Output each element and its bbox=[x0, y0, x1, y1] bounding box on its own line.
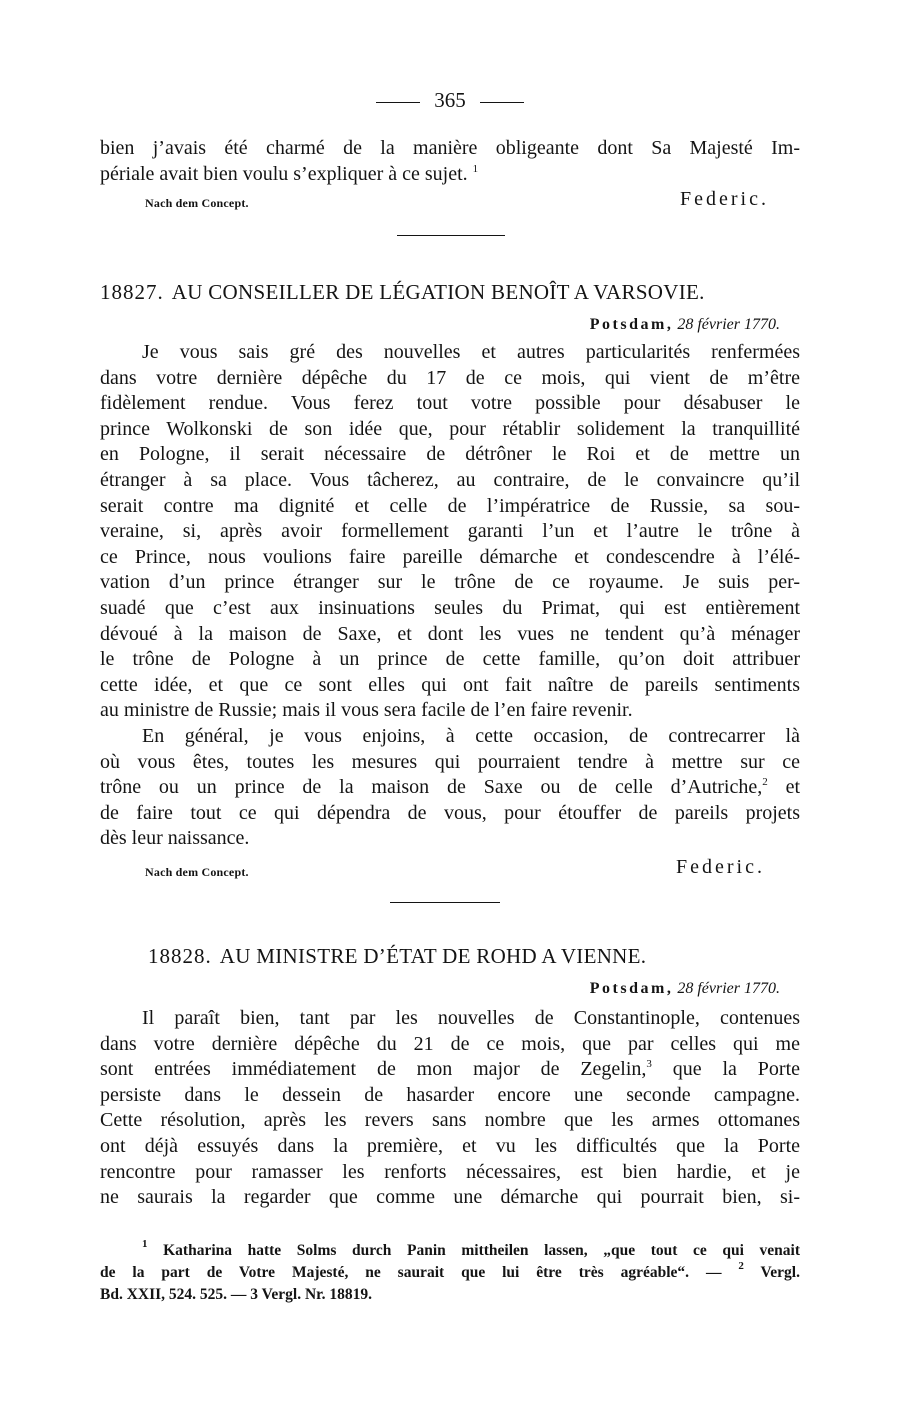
source-note: Nach dem Concept. bbox=[145, 196, 249, 210]
letter-heading bbox=[148, 944, 646, 969]
signature: Federic. bbox=[676, 856, 765, 878]
text-line: de faire tout ce qui dépendra de vous, pour étouffer de pareils projets bbox=[100, 801, 800, 824]
page-number bbox=[0, 88, 900, 113]
intro-paragraph bbox=[100, 136, 800, 187]
footnotes bbox=[100, 1240, 800, 1306]
page-number-dash-right bbox=[480, 102, 524, 103]
letter-number: 18827. bbox=[100, 280, 164, 304]
footnote-line: Bd. XXII, 524. 525. — 3 Vergl. Nr. 18819. bbox=[100, 1286, 372, 1303]
text-line: fidèlement rendue. Vous ferez tout votre possible pour désabuser le bbox=[100, 392, 800, 415]
dateline-date: 28 février 1770. bbox=[677, 316, 780, 333]
letter-title: AU CONSEILLER DE LÉGATION BENOÎT A VARSOVIE. bbox=[171, 280, 705, 304]
text-line: serait contre ma dignité et celle de l’impératrice de Russie, sa sou- bbox=[100, 494, 800, 517]
page-number-dash-left bbox=[376, 102, 420, 103]
text-line: dévoué à la maison de Saxe, et dont les vues ne tendent qu’à ménager bbox=[100, 622, 800, 645]
letter-number: 18828. bbox=[148, 944, 212, 968]
letter-heading bbox=[100, 280, 800, 305]
text-line: dans votre dernière dépêche du 21 de ce mois, que par celles qui me bbox=[100, 1032, 800, 1055]
section-divider bbox=[390, 902, 500, 903]
text-line: ce Prince, nous voulions faire pareille démarche et condescendre à l’élé- bbox=[100, 545, 800, 568]
text-line: en Pologne, il serait nécessaire de détrôner le Roi et de mettre un bbox=[100, 443, 800, 466]
text-line: rencontre pour ramasser les renforts nécessaires, est bien hardie, et je bbox=[100, 1160, 800, 1183]
text-line: ont déjà essuyés dans la première, et vu les difficultés que la Porte bbox=[100, 1134, 800, 1157]
text-line: périale avait bien voulu s’expliquer à ce sujet. $^1$ bbox=[100, 162, 479, 185]
text-line: dès leur naissance. bbox=[100, 827, 250, 850]
text-line: le trône de Pologne à un prince de cette famille, qu’on doit attribuer bbox=[100, 648, 800, 671]
text-line: Il paraît bien, tant par les nouvelles de Constantinople, contenues bbox=[142, 1007, 800, 1029]
text-line: cette idée, et que ce sont elles qui ont fait naître de pareils sentiments bbox=[100, 673, 800, 696]
text-line: vation d’un prince étranger sur le trône de ce royaume. Je suis per- bbox=[100, 571, 800, 594]
footnote-line: $^1$ Katharina hatte Solms durch Panin mittheilen lassen, „que tout ce qui venait bbox=[142, 1238, 800, 1259]
footnote-mark: 3 bbox=[646, 1058, 652, 1071]
text-line: En général, je vous enjoins, à cette occasion, de contrecarrer là bbox=[142, 724, 800, 747]
footnote-mark: 1 bbox=[472, 162, 479, 175]
page-number-text: 365 bbox=[434, 88, 466, 112]
source-note: Nach dem Concept. bbox=[145, 865, 249, 879]
text-line: dans votre dernière dépêche du 17 de ce mois, qui vient de m’être bbox=[100, 366, 800, 389]
text-line: persiste dans le dessein de hasarder encore une seconde campagne. bbox=[100, 1083, 800, 1106]
text-line: Cette résolution, après les revers sans nombre que les armes ottomanes bbox=[100, 1109, 800, 1132]
text-line: ne saurais la regarder que comme une démarche qui pourrait bien, si- bbox=[100, 1186, 800, 1209]
letter-body bbox=[100, 1006, 800, 1211]
letter-title: AU MINISTRE D’ÉTAT DE ROHD A VIENNE. bbox=[219, 944, 647, 968]
letter-body bbox=[100, 340, 800, 852]
dateline-place: Potsdam, bbox=[589, 316, 674, 333]
dateline-date: 28 février 1770. bbox=[677, 980, 780, 997]
text-line: Je vous sais gré des nouvelles et autres particularités renfermées bbox=[142, 341, 800, 363]
text-line: où vous êtes, toutes les mesures qui pourraient tendre à mettre sur ce bbox=[100, 750, 800, 773]
text-line: sont entrées immédiatement de mon major de Zegelin,$^3$ que la Porte bbox=[100, 1058, 801, 1081]
text-line: prince Wolkonski de son idée que, pour rétablir solidement la tranquillité bbox=[100, 417, 800, 440]
text-line: trône ou un prince de la maison de Saxe ou de celle d’Autriche,$^2$ et bbox=[100, 776, 801, 799]
footnote-mark: 1 bbox=[142, 1238, 148, 1250]
section-divider bbox=[397, 235, 505, 236]
text-line: étranger à sa place. Vous tâcherez, au contraire, de le convaincre qu’il bbox=[100, 468, 800, 491]
footnote-mark: 2 bbox=[738, 1260, 744, 1272]
footnote-line: de la part de Votre Majesté, ne saurait que lui être très agréable“. — $^2$ Vergl. bbox=[100, 1260, 800, 1281]
dateline-place: Potsdam, bbox=[589, 980, 674, 997]
text-line: au ministre de Russie; mais il vous sera facile de l’en faire revenir. bbox=[100, 699, 633, 722]
signature: Federic. bbox=[680, 188, 769, 210]
footnote-mark: 2 bbox=[762, 776, 768, 789]
dateline bbox=[590, 980, 780, 998]
text-line: veraine, si, après avoir formellement garanti l’un et l’autre le trône à bbox=[100, 520, 800, 543]
text-line: suadé que c’est aux insinuations seules du Primat, qui est entièrement bbox=[100, 596, 800, 619]
dateline bbox=[590, 316, 780, 334]
text-line: bien j’avais été charmé de la manière obligeante dont Sa Majesté Im- bbox=[100, 137, 800, 159]
